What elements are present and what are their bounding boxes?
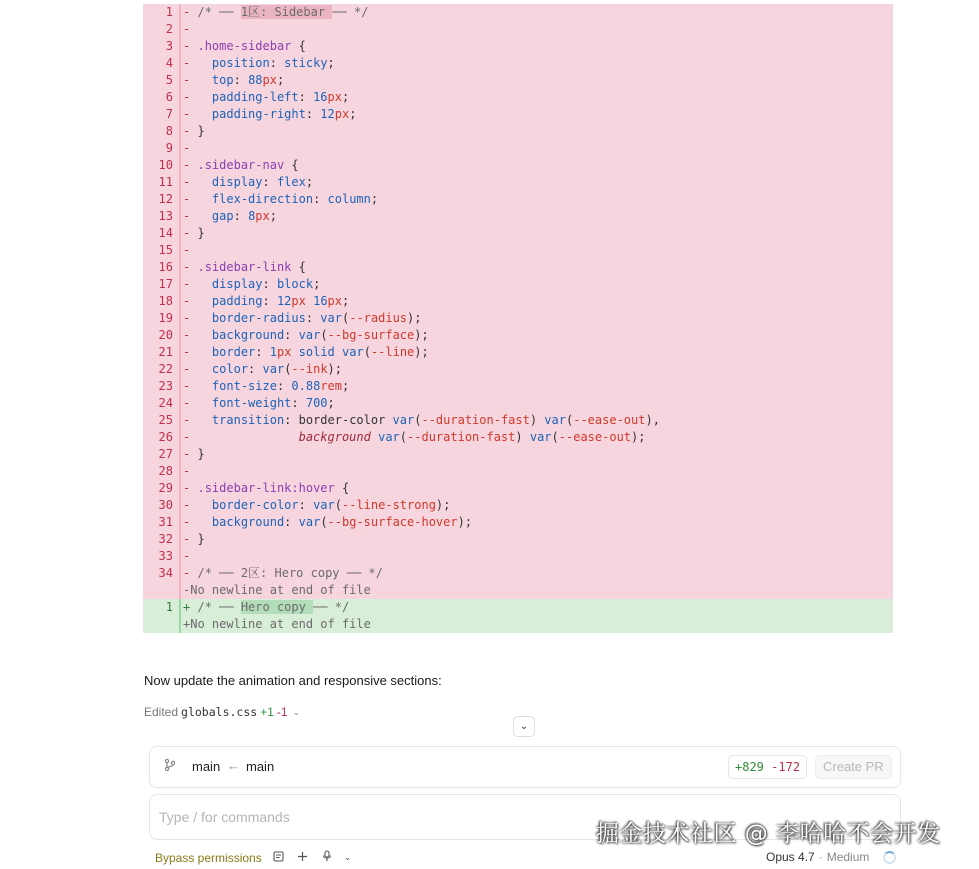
line-number: 25	[158, 413, 173, 427]
code-text: -	[183, 549, 191, 563]
code-text: +No newline at end of file	[183, 617, 371, 631]
line-number: 5	[165, 73, 173, 87]
diff-line-removed	[143, 378, 893, 395]
diff-line-removed	[143, 293, 893, 310]
code-text: - }	[183, 124, 205, 138]
edited-filename[interactable]: globals.css	[181, 705, 258, 719]
target-branch[interactable]: main	[246, 759, 275, 774]
code-text: - color: var(--ink);	[183, 362, 342, 376]
diff-line-removed	[143, 310, 893, 327]
diff-line-removed	[143, 531, 893, 548]
diff-line-removed	[143, 276, 893, 293]
code-text: + /* ── Hero copy ── */	[183, 600, 350, 614]
diff-line-removed	[143, 548, 893, 565]
diff-line-removed	[143, 463, 893, 480]
line-number	[143, 616, 179, 633]
line-number: 19	[158, 311, 173, 325]
code-text: - .sidebar-link {	[183, 260, 306, 274]
code-text: - display: flex;	[183, 175, 314, 189]
code-text: -	[183, 22, 191, 36]
line-number: 18	[158, 294, 173, 308]
diff-line-removed	[143, 259, 893, 276]
line-number: 2	[165, 22, 173, 36]
diff-stats	[728, 755, 807, 779]
effort-level: Medium	[826, 850, 870, 864]
diff-line-removed	[143, 72, 893, 89]
diff-line-removed	[143, 446, 893, 463]
code-text: - .sidebar-nav {	[183, 158, 299, 172]
line-number: 29	[158, 481, 173, 495]
edited-label: Edited	[144, 705, 179, 719]
code-text: - /* ── 2区: Hero copy ── */	[183, 566, 383, 580]
diff-line-removed	[143, 106, 893, 123]
diff-line-added	[143, 599, 893, 616]
line-number: 1	[165, 600, 173, 614]
diff-line-removed	[143, 497, 893, 514]
line-number: 12	[158, 192, 173, 206]
line-number: 20	[158, 328, 173, 342]
diff-view	[143, 4, 893, 633]
code-text: - padding: 12px 16px;	[183, 294, 350, 308]
code-text: - padding-right: 12px;	[183, 107, 357, 121]
code-text: - }	[183, 532, 205, 546]
watermark: 掘金技术社区 @ 李哈哈不会开发	[596, 821, 941, 847]
code-text: -	[183, 141, 191, 155]
diff-line-removed	[143, 514, 893, 531]
diff-line-removed	[143, 361, 893, 378]
diff-line-added	[143, 616, 893, 633]
line-number: 15	[158, 243, 173, 257]
line-number: 6	[165, 90, 173, 104]
lines-removed: -1	[276, 705, 288, 719]
line-number: 16	[158, 260, 173, 274]
code-text: - /* ── 1区: Sidebar ── */	[183, 5, 369, 19]
diff-line-removed	[143, 4, 893, 21]
stats-added: +829	[735, 760, 764, 774]
code-text: -	[183, 464, 191, 478]
diff-line-removed	[143, 344, 893, 361]
line-number: 33	[158, 549, 173, 563]
code-text: - top: 88px;	[183, 73, 285, 87]
diff-line-removed	[143, 38, 893, 55]
code-text: - transition: border-color var(--duration-fast) var(--ease-out),	[183, 413, 660, 427]
diff-line-removed	[143, 225, 893, 242]
diff-line-removed	[143, 140, 893, 157]
line-number: 32	[158, 532, 173, 546]
line-number: 22	[158, 362, 173, 376]
lines-added: +1	[260, 705, 274, 719]
line-number: 10	[158, 158, 173, 172]
line-number: 1	[165, 5, 173, 19]
assistant-message: Now update the animation and responsive sections:	[144, 673, 442, 688]
create-pr-button[interactable]: Create PR	[815, 755, 892, 779]
code-text: - .home-sidebar {	[183, 39, 306, 53]
line-number: 11	[158, 175, 173, 189]
code-text: - padding-left: 16px;	[183, 90, 350, 104]
line-number: 23	[158, 379, 173, 393]
arrow-left-icon: ←	[227, 758, 240, 773]
line-number: 17	[158, 277, 173, 291]
code-text: -	[183, 243, 191, 257]
edited-file-summary[interactable]	[144, 705, 300, 719]
chevron-down-icon[interactable]: ⌄	[292, 706, 301, 717]
model-name: Opus 4.7	[766, 850, 815, 864]
loading-spinner-icon	[883, 851, 896, 864]
code-text: - position: sticky;	[183, 56, 335, 70]
line-number: 7	[165, 107, 173, 121]
code-text: - flex-direction: column;	[183, 192, 379, 206]
code-text: - }	[183, 447, 205, 461]
line-number: 26	[158, 430, 173, 444]
git-branch-icon	[162, 758, 178, 774]
diff-line-removed	[143, 242, 893, 259]
document-icon[interactable]	[272, 851, 286, 865]
line-number: 30	[158, 498, 173, 512]
line-number: 13	[158, 209, 173, 223]
line-number: 9	[165, 141, 173, 155]
diff-line-removed	[143, 208, 893, 225]
code-text: - border: 1px solid var(--line);	[183, 345, 429, 359]
line-number: 8	[165, 124, 173, 138]
diff-line-removed	[143, 327, 893, 344]
diff-line-removed	[143, 395, 893, 412]
code-text: -No newline at end of file	[183, 583, 371, 597]
code-text: - .sidebar-link:hover {	[183, 481, 350, 495]
code-text: - }	[183, 226, 205, 240]
line-number: 27	[158, 447, 173, 461]
line-number: 34	[158, 566, 173, 580]
code-text: - background: var(--bg-surface-hover);	[183, 515, 473, 529]
diff-line-removed	[143, 157, 893, 174]
line-number: 24	[158, 396, 173, 410]
code-text: - border-color: var(--line-strong);	[183, 498, 451, 512]
composer-toolbar	[155, 850, 351, 865]
diff-line-removed	[143, 191, 893, 208]
diff-line-removed	[143, 174, 893, 191]
line-number: 4	[165, 56, 173, 70]
code-text: - background: var(--bg-surface);	[183, 328, 429, 342]
diff-line-removed	[143, 565, 893, 582]
diff-line-removed	[143, 412, 893, 429]
line-number: 14	[158, 226, 173, 240]
scroll-to-bottom-button[interactable]	[513, 716, 535, 737]
line-number: 28	[158, 464, 173, 478]
model-selector[interactable]	[766, 850, 869, 864]
diff-line-removed	[143, 21, 893, 38]
source-branch[interactable]: main	[192, 759, 221, 774]
line-number: 21	[158, 345, 173, 359]
plus-icon[interactable]	[296, 851, 310, 865]
code-text: - background var(--duration-fast) var(--ease-out);	[183, 430, 646, 444]
diff-line-removed	[143, 55, 893, 72]
code-text: - border-radius: var(--radius);	[183, 311, 422, 325]
stats-removed: -172	[771, 760, 801, 774]
line-number: 3	[165, 39, 173, 53]
chevron-down-icon: ⌄	[519, 721, 529, 732]
microphone-icon[interactable]	[320, 850, 334, 865]
code-text: - gap: 8px;	[183, 209, 277, 223]
diff-line-removed	[143, 429, 893, 446]
permissions-mode-button[interactable]: Bypass permissions	[155, 850, 262, 865]
code-text: - font-size: 0.88rem;	[183, 379, 350, 393]
chevron-down-icon[interactable]: ⌄	[343, 852, 352, 862]
code-text: - display: block;	[183, 277, 321, 291]
diff-line-removed	[143, 123, 893, 140]
branch-bar	[149, 746, 901, 788]
line-number	[143, 582, 179, 599]
diff-line-removed	[143, 582, 893, 599]
line-number: 31	[158, 515, 173, 529]
code-text: - font-weight: 700;	[183, 396, 335, 410]
diff-line-removed	[143, 480, 893, 497]
diff-line-removed	[143, 89, 893, 106]
model-separator: ·	[818, 850, 823, 864]
